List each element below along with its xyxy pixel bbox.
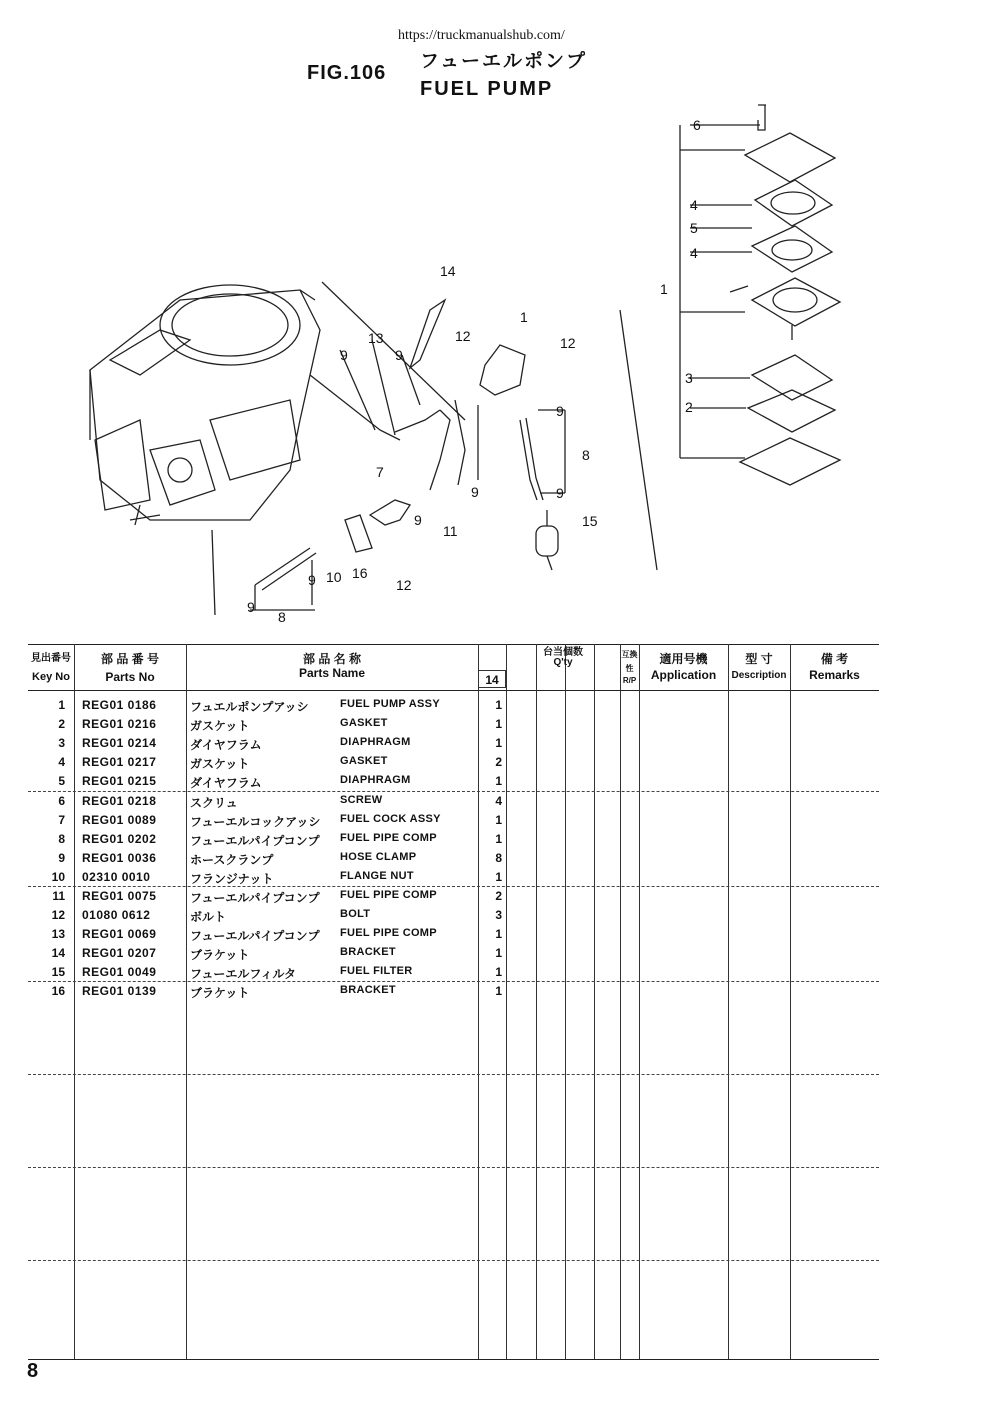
header-app-en: Application bbox=[650, 668, 717, 682]
table-row: 2 REG01 0216 ガスケット GASKET 1 bbox=[58, 717, 502, 733]
table-row: 10 02310 0010 フランジナット FLANGE NUT 1 bbox=[51, 870, 502, 886]
table-row: 3 REG01 0214 ダイヤフラム DIAPHRAGM 1 bbox=[58, 736, 502, 752]
row-group-divider bbox=[28, 1074, 879, 1075]
exploded-parts-diagram bbox=[0, 0, 993, 640]
table-row: 5 REG01 0215 ダイヤフラム DIAPHRAGM 1 bbox=[58, 774, 502, 790]
bracket-14 bbox=[410, 300, 445, 368]
row-group-divider bbox=[28, 1260, 879, 1261]
table-row: 6 REG01 0218 スクリュ SCREW 4 bbox=[58, 794, 502, 810]
callout-8b: 8 bbox=[278, 609, 286, 625]
callout-9g: 9 bbox=[308, 572, 316, 588]
callout-2: 2 bbox=[685, 399, 693, 415]
fuel-pump-small bbox=[480, 345, 525, 395]
header-qty-en: Q'ty bbox=[553, 657, 573, 668]
callout-1-stack: 1 bbox=[660, 281, 668, 297]
callout-12b: 12 bbox=[560, 335, 576, 351]
table-row: 15 REG01 0049 フューエルフィルタ FUEL FILTER 1 bbox=[51, 965, 502, 981]
engine-illustration bbox=[90, 285, 320, 525]
header-part-en: Parts No bbox=[105, 670, 155, 684]
header-rp-en: R/P bbox=[622, 676, 637, 685]
header-qty-jp: 台当個数 bbox=[543, 647, 583, 658]
page-number: 8 bbox=[27, 1360, 39, 1382]
header-rem-jp: 備 考 bbox=[820, 652, 849, 666]
header-desc-jp: 型 寸 bbox=[745, 652, 773, 666]
callout-9f: 9 bbox=[414, 512, 422, 528]
callout-13: 13 bbox=[368, 330, 384, 346]
header-qty-model: 14 bbox=[478, 670, 506, 688]
header-key-jp: 見出番号 bbox=[31, 653, 71, 664]
table-row: 16 REG01 0139 ブラケット BRACKET 1 bbox=[51, 984, 502, 1000]
fuel-cock bbox=[370, 500, 410, 525]
table-row: 9 REG01 0036 ホースクランプ HOSE CLAMP 8 bbox=[58, 851, 502, 867]
callout-14: 14 bbox=[440, 263, 456, 279]
row-group-divider bbox=[28, 1167, 879, 1168]
header-name-en: Parts Name bbox=[298, 666, 366, 680]
callout-7: 7 bbox=[376, 464, 384, 480]
callout-12a: 12 bbox=[455, 328, 471, 344]
callout-10: 10 bbox=[326, 569, 342, 585]
callout-9h: 9 bbox=[247, 599, 255, 615]
header-desc-en: Description bbox=[731, 670, 787, 681]
callout-1: 1 bbox=[520, 309, 528, 325]
callout-4a: 4 bbox=[690, 197, 698, 213]
callout-8a: 8 bbox=[582, 447, 590, 463]
table-row: 4 REG01 0217 ガスケット GASKET 2 bbox=[58, 755, 502, 771]
table-row: 1 REG01 0186 フュエルポンプアッシ FUEL PUMP ASSY 1 bbox=[58, 698, 502, 714]
header-name-jp: 部 品 名 称 bbox=[302, 652, 361, 666]
callout-5: 5 bbox=[690, 220, 698, 236]
header-part-jp: 部 品 番 号 bbox=[100, 652, 159, 666]
table-row: 12 01080 0612 ボルト BOLT 3 bbox=[51, 908, 502, 924]
header-key-en: Key No bbox=[32, 671, 70, 683]
figure-number: FIG.106 bbox=[307, 62, 387, 84]
callout-11: 11 bbox=[443, 523, 458, 539]
header-rp-jp: 互換性 bbox=[621, 650, 638, 673]
callout-9d: 9 bbox=[395, 347, 403, 363]
callout-9b: 9 bbox=[556, 485, 564, 501]
callout-9a: 9 bbox=[556, 403, 564, 419]
callout-12c: 12 bbox=[396, 577, 412, 593]
title-english: FUEL PUMP bbox=[420, 78, 554, 100]
title-japanese: フューエルポンプ bbox=[420, 51, 588, 72]
table-row: 8 REG01 0202 フューエルパイプコンプ FUEL PIPE COMP 1 bbox=[58, 832, 502, 848]
header-app-jp: 適用号機 bbox=[659, 652, 708, 666]
callout-9e: 9 bbox=[471, 484, 479, 500]
callout-16: 16 bbox=[352, 565, 368, 581]
source-url: https://truckmanualshub.com/ bbox=[398, 28, 565, 43]
callout-9c: 9 bbox=[340, 347, 348, 363]
callout-3: 3 bbox=[685, 370, 693, 386]
parts-table bbox=[28, 644, 879, 1360]
callout-6: 6 bbox=[693, 117, 701, 133]
pump-exploded-stack bbox=[680, 105, 840, 485]
table-row: 13 REG01 0069 フューエルパイプコンプ FUEL PIPE COMP 1 bbox=[51, 927, 502, 943]
table-row: 14 REG01 0207 ブラケット BRACKET 1 bbox=[51, 946, 502, 962]
table-row: 11 REG01 0075 フューエルパイプコンプ FUEL PIPE COMP 2 bbox=[52, 889, 502, 905]
header-rem-en: Remarks bbox=[809, 668, 860, 682]
callout-15: 15 bbox=[582, 513, 598, 529]
callout-4b: 4 bbox=[690, 245, 698, 261]
table-row: 7 REG01 0089 フューエルコックアッシ FUEL COCK ASSY 1 bbox=[58, 813, 502, 829]
